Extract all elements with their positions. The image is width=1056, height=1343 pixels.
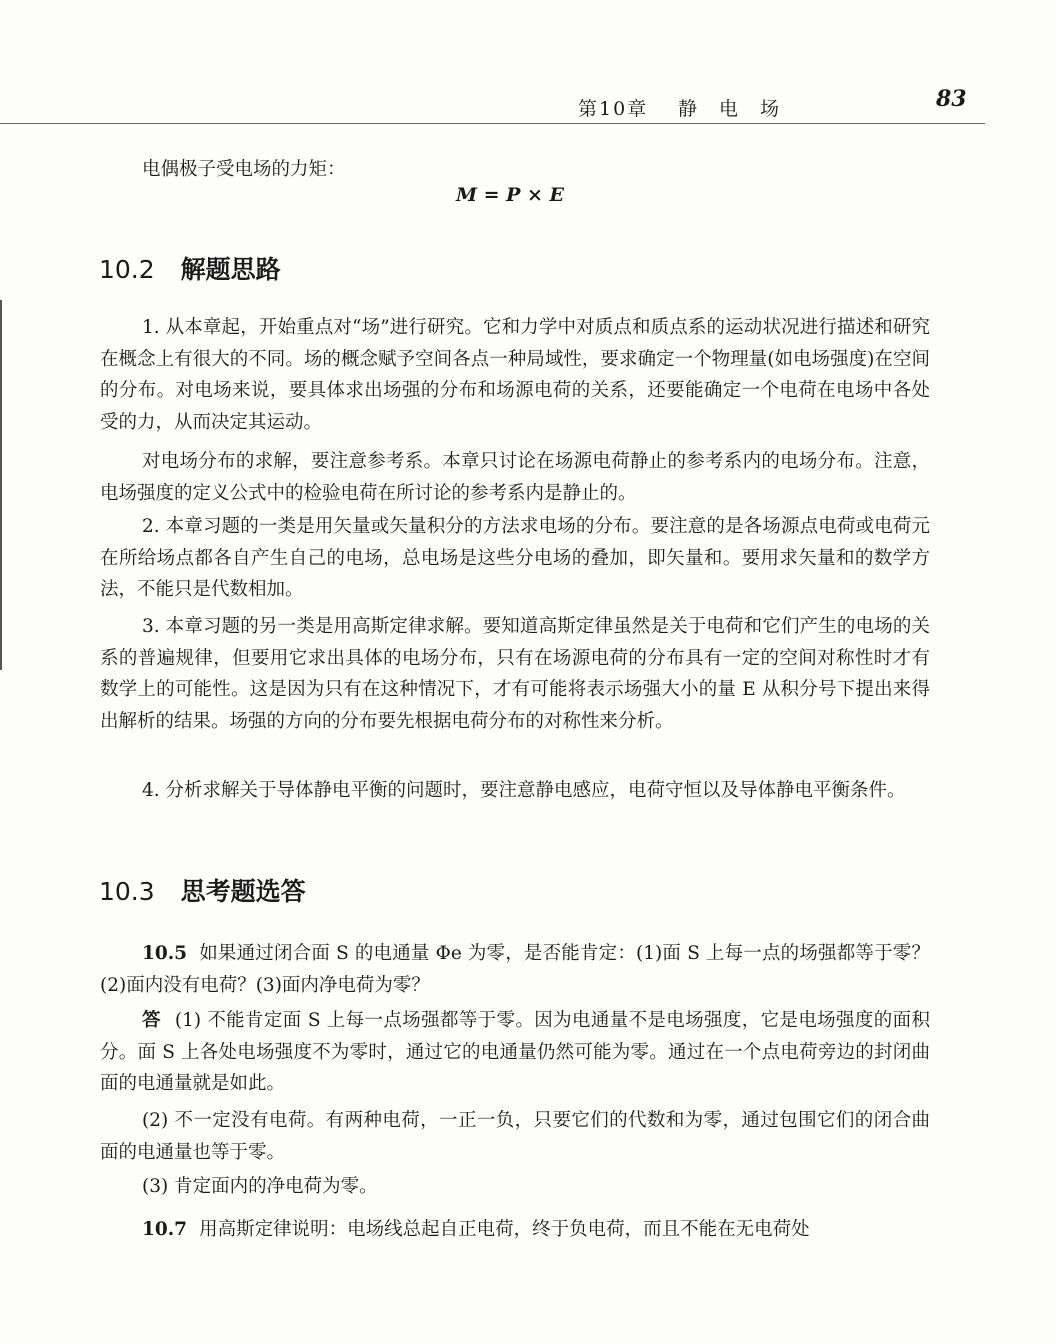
page-number: 83 xyxy=(936,86,967,112)
section-title: 思考题选答 xyxy=(180,877,306,906)
question-10-5 xyxy=(100,938,930,1001)
question-text: 如果通过闭合面 S 的电通量 Φe 为零，是否能肯定：(1)面 S 上每一点的场强都等于零？(2)面内没有电荷？(3)面内净电荷为零？ xyxy=(100,943,930,996)
header-rule xyxy=(0,123,985,124)
answer-label: 答 xyxy=(142,1010,161,1031)
question-10-7 xyxy=(100,1214,930,1246)
answer-text: (1) 不能肯定面 S 上每一点场强都等于零。因为电通量不是电场强度，它是电场强度的面积分。面 S 上各处电场强度不为零时，通过它的电通量仍然可能为零。通过在一个点电荷旁边的封闭曲面的电通量就是如此。 xyxy=(100,1010,930,1094)
question-number: 10.5 xyxy=(142,943,188,964)
scan-edge-line xyxy=(0,300,2,670)
question-number: 10.7 xyxy=(142,1219,188,1240)
paragraph-3: 2. 本章习题的一类是用矢量或矢量积分的方法求电场的分布。要注意的是各场源点电荷或电荷元在所给场点都各自产生自己的电场，总电场是这些分电场的叠加，即矢量和。要用求矢量和的数学方法，不能只是代数相加。 xyxy=(100,516,930,600)
intro-text: 电偶极子受电场的力矩： xyxy=(142,159,346,180)
answer-10-5-part-1 xyxy=(100,1005,930,1100)
section-heading-10-2 xyxy=(99,250,281,286)
paragraph-5: 4. 分析求解关于导体静电平衡的问题时，要注意静电感应，电荷守恒以及导体静电平衡条件。 xyxy=(142,780,906,801)
paragraph-2: 对电场分布的求解，要注意参考系。本章只讨论在场源电荷静止的参考系内的电场分布。注意，电场强度的定义公式中的检验电荷在所讨论的参考系内是静止的。 xyxy=(100,451,930,504)
header-title: 静电场 xyxy=(678,98,802,120)
header-chapter: 第10章 xyxy=(578,98,649,120)
answer-10-5-part-2: (2) 不一定没有电荷。有两种电荷，一正一负，只要它们的代数和为零，通过包围它们的闭合曲面的电通量也等于零。 xyxy=(100,1110,930,1163)
paragraph-4: 3. 本章习题的另一类是用高斯定律求解。要知道高斯定律虽然是关于电荷和它们产生的电场的关系的普遍规律，但要用它求出具体的电场分布，只有在场源电荷的分布具有一定的空间对称性时才有数学上的可能性。这是因为只有在这种情况下，才有可能将表示场强大小的量 E 从积分号下提出来得出解析的结果。场强的方向的分布要先根据电荷分布的对称性来分析。 xyxy=(100,616,930,732)
section-title: 解题思路 xyxy=(180,255,281,284)
running-header xyxy=(0,80,1056,126)
question-text: 用高斯定律说明：电场线总起自正电荷，终于负电荷，而且不能在无电荷处 xyxy=(199,1219,810,1240)
section-heading-10-3 xyxy=(99,872,306,908)
torque-formula: M = P × E xyxy=(455,184,565,206)
answer-10-5-part-3: (3) 肯定面内的净电荷为零。 xyxy=(142,1176,378,1197)
paragraph-1: 1. 从本章起，开始重点对“场”进行研究。它和力学中对质点和质点系的运动状况进行描述和研究在概念上有很大的不同。场的概念赋予空间各点一种局域性，要求确定一个物理量(如电场强度)在空间的分布。对电场来说，要具体求出场强的分布和场源电荷的关系，还要能确定一个电荷在电场中各处受的力，从而决定其运动。 xyxy=(100,317,930,433)
section-number: 10.2 xyxy=(99,255,155,284)
section-number: 10.3 xyxy=(99,877,155,906)
